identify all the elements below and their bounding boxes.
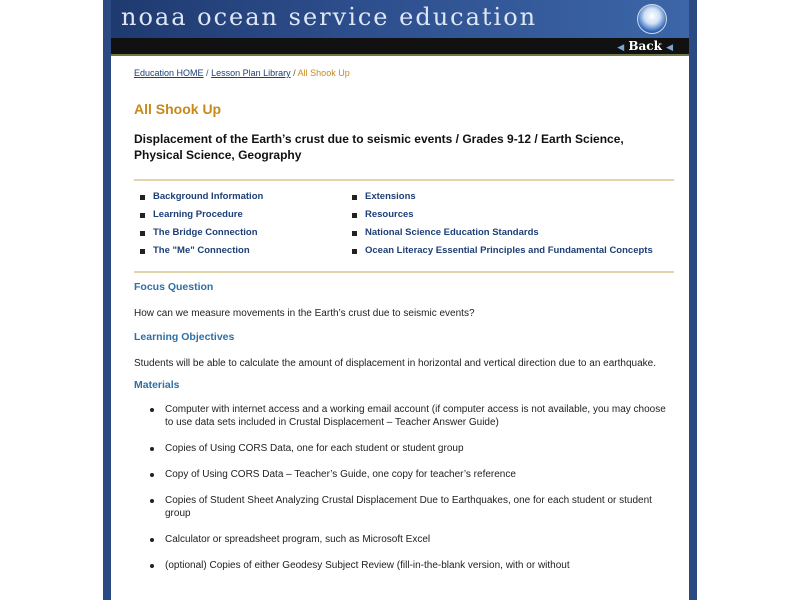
main-content [134, 62, 674, 585]
link-learning-procedure[interactable]: Learning Procedure [134, 209, 346, 221]
site-title: noaa ocean service education [121, 3, 538, 31]
page-frame [103, 0, 697, 600]
focus-question-heading: Focus Question [134, 281, 214, 293]
site-banner [111, 0, 689, 38]
top-nav-bar [111, 38, 689, 56]
breadcrumb-separator: / [293, 68, 296, 78]
link-ocean-literacy[interactable]: Ocean Literacy Essential Principles and Fundamental Concepts [346, 245, 674, 257]
link-resources[interactable]: Resources [346, 209, 674, 221]
link-extensions[interactable]: Extensions [346, 191, 674, 203]
link-science-standards[interactable]: National Science Education Standards [346, 227, 674, 239]
section-links-col-1 [134, 191, 346, 263]
breadcrumb [134, 68, 674, 78]
breadcrumb-education-home[interactable]: Education HOME [134, 68, 204, 78]
breadcrumb-current: All Shook Up [297, 68, 350, 78]
materials-list [134, 403, 674, 572]
section-links [134, 181, 674, 271]
breadcrumb-separator: / [206, 68, 209, 78]
link-bridge-connection[interactable]: The Bridge Connection [134, 227, 346, 239]
back-button[interactable] [617, 38, 673, 56]
list-item: Copy of Using CORS Data – Teacher’s Guide, one copy for teacher’s reference [134, 468, 674, 481]
list-item: Computer with internet access and a working email account (if computer access is not available, you may choose to use data sets included in Crustal Displacement – Teacher Answer Guide) [134, 403, 674, 429]
link-me-connection[interactable]: The "Me" Connection [134, 245, 346, 257]
list-item: Copies of Student Sheet Analyzing Crustal Displacement Due to Earthquakes, one for each student or student group [134, 494, 674, 520]
breadcrumb-lesson-plan-library[interactable]: Lesson Plan Library [211, 68, 291, 78]
noaa-logo-icon[interactable] [637, 4, 667, 34]
materials-heading: Materials [134, 379, 180, 391]
list-item: (optional) Copies of either Geodesy Subject Review (fill-in-the-blank version, with or without [134, 559, 674, 572]
page-subtitle: Displacement of the Earth’s crust due to seismic events / Grades 9-12 / Earth Science, Physical Science, Geography [134, 132, 624, 162]
focus-question-text: How can we measure movements in the Earth’s crust due to seismic events? [134, 308, 475, 319]
learning-objectives-heading: Learning Objectives [134, 331, 235, 343]
learning-objectives-text: Students will be able to calculate the amount of displacement in horizontal and vertical direction due to an earthquake. [134, 358, 656, 369]
section-links-col-2 [346, 191, 674, 263]
divider [134, 271, 674, 273]
back-arrow-icon: ◀ [617, 43, 625, 53]
page-title: All Shook Up [134, 101, 222, 117]
list-item: Calculator or spreadsheet program, such as Microsoft Excel [134, 533, 674, 546]
list-item: Copies of Using CORS Data, one for each student or student group [134, 442, 674, 455]
back-label: Back [628, 39, 662, 53]
back-arrow-right-icon: ◀ [666, 43, 673, 53]
link-background-information[interactable]: Background Information [134, 191, 346, 203]
